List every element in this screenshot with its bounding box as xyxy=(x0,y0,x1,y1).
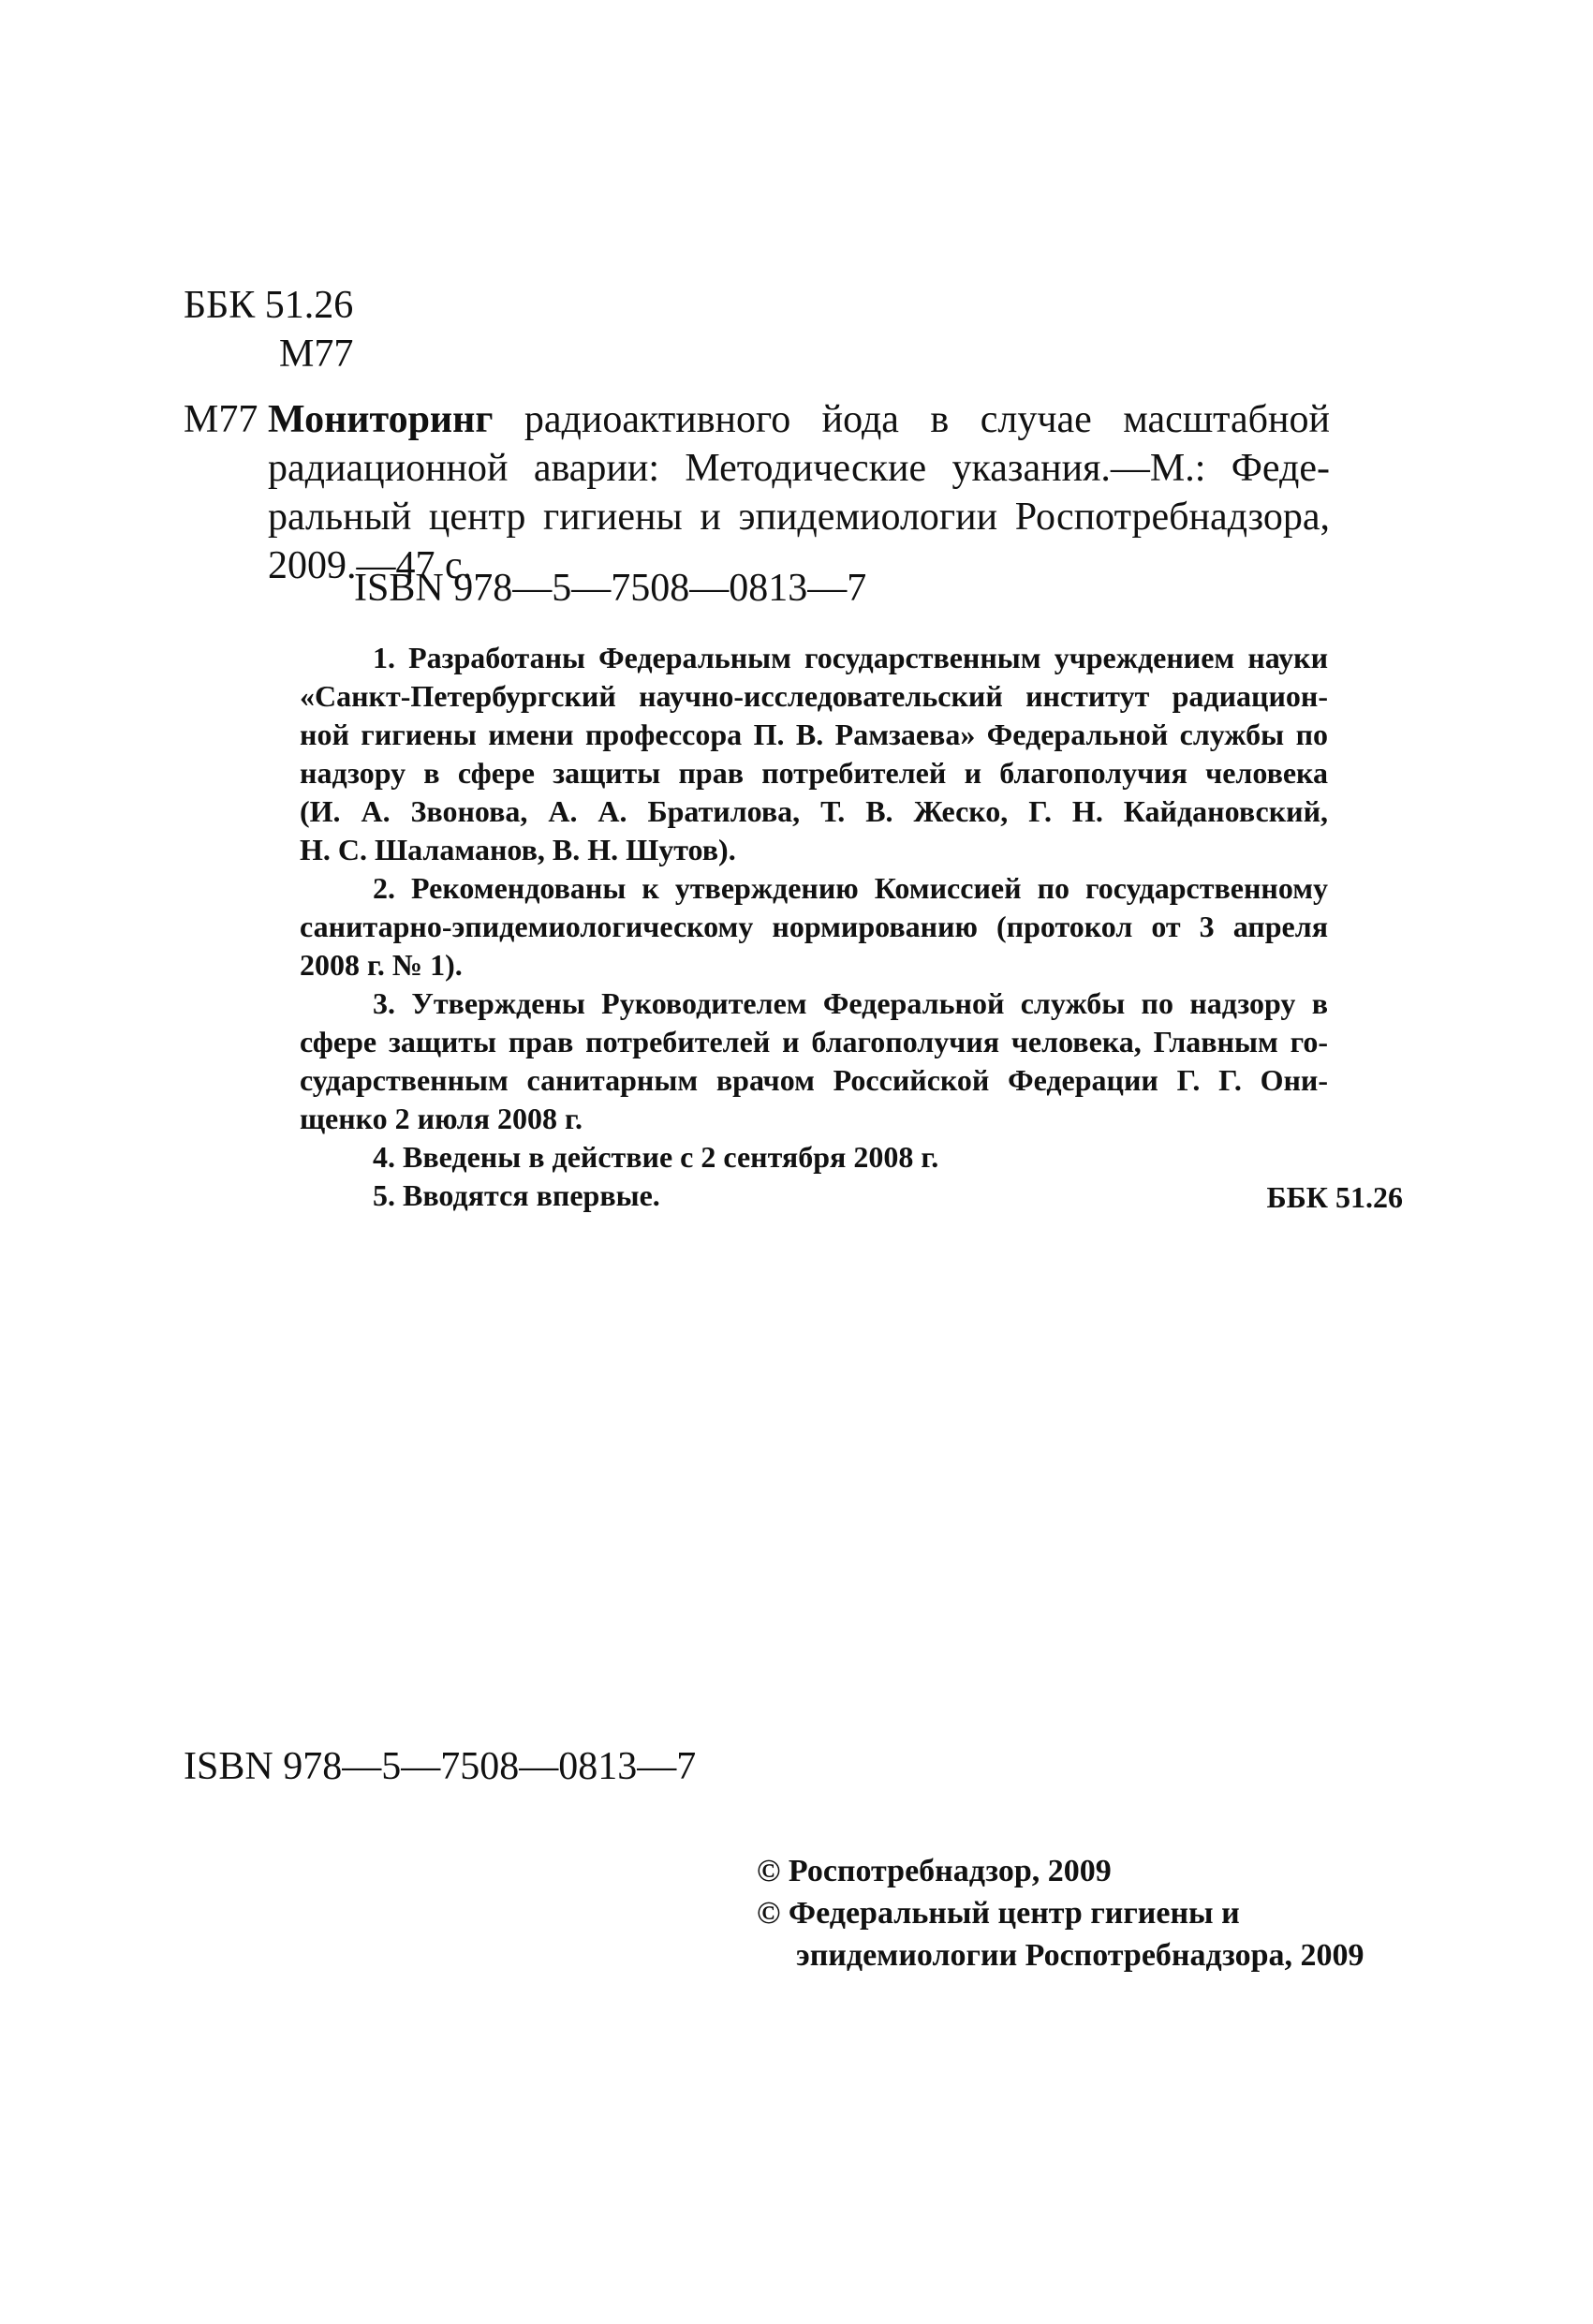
entry-line-2: радиационной аварии: Методические указания.—М.: Феде- xyxy=(268,447,1330,490)
note-1-line-6: Н. С. Шаламанов, В. Н. Шутов). xyxy=(300,833,736,866)
note-3-line-2: сфере защиты прав потребителей и благополучия человека, Главным го- xyxy=(300,1025,1328,1058)
note-2-line-1: 2. Рекомендованы к утверждению Комиссией по государственному xyxy=(373,871,1328,905)
entry-title-rest: радиоактивного йода в случае масштабной xyxy=(524,398,1330,441)
bbk-code-right: ББК 51.26 xyxy=(1266,1180,1403,1214)
isbn-bottom: ISBN 978—5—7508—0813—7 xyxy=(184,1745,697,1788)
note-1-line-1: 1. Разработаны Федеральным государственным учреждением науки xyxy=(373,641,1328,674)
entry-line-1 xyxy=(268,395,1330,444)
note-5: 5. Вводятся впервые. xyxy=(373,1178,660,1212)
annotation-block xyxy=(300,639,1328,1215)
note-3-line-1: 3. Утверждены Руководителем Федеральной службы по надзору в xyxy=(373,986,1328,1020)
note-3-line-4: щенко 2 июля 2008 г. xyxy=(300,1102,583,1135)
author-mark: М77 xyxy=(279,333,354,376)
note-1-line-4: надзору в сфере защиты прав потребителей и благополучия человека xyxy=(300,756,1328,790)
copyright-line-1: © Роспотребнадзор, 2009 xyxy=(757,1854,1112,1888)
note-1-line-5: (И. А. Звонова, А. А. Братилова, Т. В. Жеско, Г. Н. Кайдановский, xyxy=(300,794,1328,828)
note-2-line-2: санитарно-эпидемиологическому нормированию (протокол от 3 апреля xyxy=(300,910,1328,943)
copyright-block xyxy=(757,1850,1364,1976)
note-3-line-3: сударственным санитарным врачом Российской Федерации Г. Г. Они- xyxy=(300,1063,1328,1097)
copyright-line-2: © Федеральный центр гигиены и xyxy=(757,1896,1240,1931)
entry-line-4: 2009.—47 с. xyxy=(268,544,473,587)
note-1-line-2: «Санкт-Петербургский научно-исследовательский институт радиацион- xyxy=(300,679,1328,713)
entry-author-mark: М77 xyxy=(184,398,258,441)
note-2-line-3: 2008 г. № 1). xyxy=(300,948,463,982)
copyright-line-3: эпидемиологии Роспотребнадзора, 2009 xyxy=(796,1938,1364,1973)
bbk-classification-code: ББК 51.26 xyxy=(184,284,354,327)
entry-line-3: ральный центр гигиены и эпидемиологии Роспотребнадзора, xyxy=(268,496,1330,539)
note-1-line-3: ной гигиены имени профессора П. В. Рамзаева» Федеральной службы по xyxy=(300,718,1328,751)
bibliographic-entry xyxy=(268,395,1330,590)
entry-isbn: ISBN 978—5—7508—0813—7 xyxy=(354,567,867,610)
note-4: 4. Введены в действие с 2 сентября 2008 г. xyxy=(373,1140,939,1174)
entry-title-bold: Мониторинг xyxy=(268,398,494,441)
